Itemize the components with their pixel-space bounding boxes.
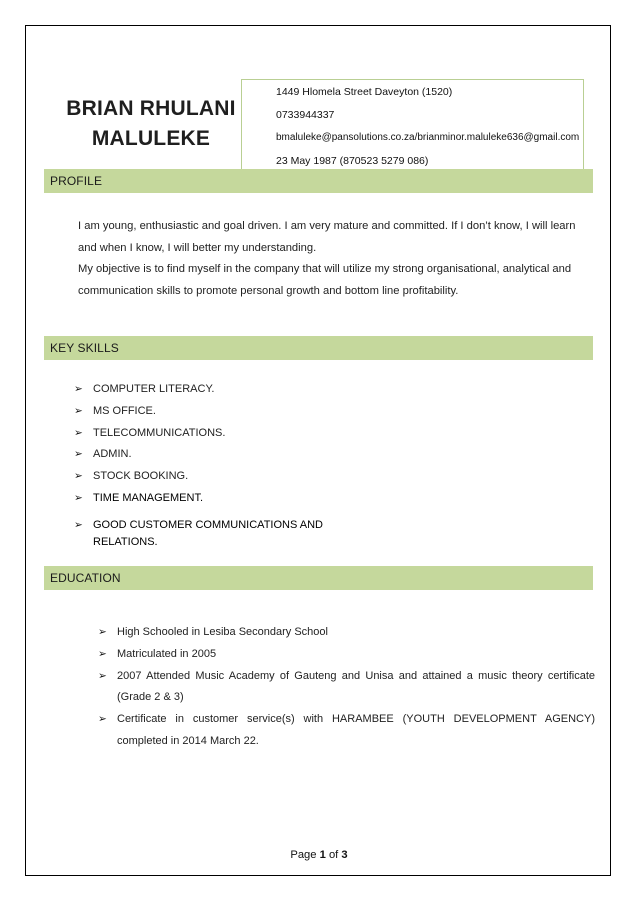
page-number: Page 1 of 3 bbox=[290, 849, 348, 861]
name-line-2: MALULEKE bbox=[91, 127, 211, 150]
list-item: ➢ GOOD CUSTOMER COMMUNICATIONS AND RELATIONS. bbox=[74, 518, 323, 548]
name-line-1: BRIAN RHULANI bbox=[66, 97, 236, 120]
arrow-bullet-icon: ➢ bbox=[74, 448, 83, 461]
arrow-bullet-icon: ➢ bbox=[74, 383, 83, 395]
list-item: ➢ TIME MANAGEMENT. bbox=[74, 491, 204, 504]
list-item: ➢ STOCK BOOKING. bbox=[74, 470, 189, 483]
address-text: 1449 Hlomela Street Daveyton (1520) bbox=[276, 86, 453, 98]
profile-paragraph-2: My objective is to find myself in the company that will utilize my strong organisational, analytical and communication skills to promote personal growth and bottom line profitability. bbox=[78, 263, 572, 298]
list-item: ➢ MS OFFICE. bbox=[74, 404, 156, 417]
education-section-header bbox=[44, 566, 593, 590]
birth-info-text: 23 May 1987 (870523 5279 086) bbox=[276, 155, 429, 167]
profile-body bbox=[78, 216, 593, 303]
education-list bbox=[98, 622, 595, 753]
education-title: EDUCATION bbox=[50, 571, 121, 585]
candidate-name bbox=[56, 94, 246, 154]
profile-section-header bbox=[44, 169, 593, 193]
list-item: ➢ 2007 Attended Music Academy of Gauteng and Unisa and attained a music theory certificate (Grade 2 & 3) bbox=[98, 666, 595, 710]
email-text: bmaluleke@pansolutions.co.za/brianminor.maluleke636@gmail.com bbox=[276, 132, 580, 143]
list-item: ➢ Certificate in customer service(s) with HARAMBEE (YOUTH DEVELOPMENT AGENCY) completed in 2014 March 22. bbox=[98, 709, 595, 753]
list-item: ➢ COMPUTER LITERACY. bbox=[74, 383, 215, 395]
arrow-bullet-icon: ➢ bbox=[74, 470, 83, 483]
arrow-bullet-icon: ➢ bbox=[74, 404, 83, 417]
arrow-bullet-icon: ➢ bbox=[74, 518, 83, 531]
skills-title: KEY SKILLS bbox=[50, 341, 119, 355]
arrow-bullet-icon: ➢ bbox=[98, 647, 107, 660]
profile-paragraph-1: I am young, enthusiastic and goal driven. I am very mature and committed. If I don’t know, I will learn and when I know, I will better my understanding. bbox=[78, 220, 576, 254]
arrow-bullet-icon: ➢ bbox=[98, 626, 107, 638]
list-item: ➢ Matriculated in 2005 bbox=[98, 644, 595, 666]
list-item: ➢ TELECOMMUNICATIONS. bbox=[74, 426, 226, 439]
skills-section-header bbox=[44, 336, 593, 360]
arrow-bullet-icon: ➢ bbox=[74, 426, 83, 439]
list-item: ➢ High Schooled in Lesiba Secondary School bbox=[98, 622, 595, 644]
arrow-bullet-icon: ➢ bbox=[98, 713, 107, 726]
contact-box bbox=[241, 79, 584, 171]
profile-title: PROFILE bbox=[50, 174, 103, 188]
arrow-bullet-icon: ➢ bbox=[74, 491, 83, 504]
phone-text: 0733944337 bbox=[276, 109, 335, 121]
skills-list bbox=[74, 382, 334, 551]
list-item: ➢ ADMIN. bbox=[74, 448, 132, 461]
arrow-bullet-icon: ➢ bbox=[98, 669, 107, 682]
